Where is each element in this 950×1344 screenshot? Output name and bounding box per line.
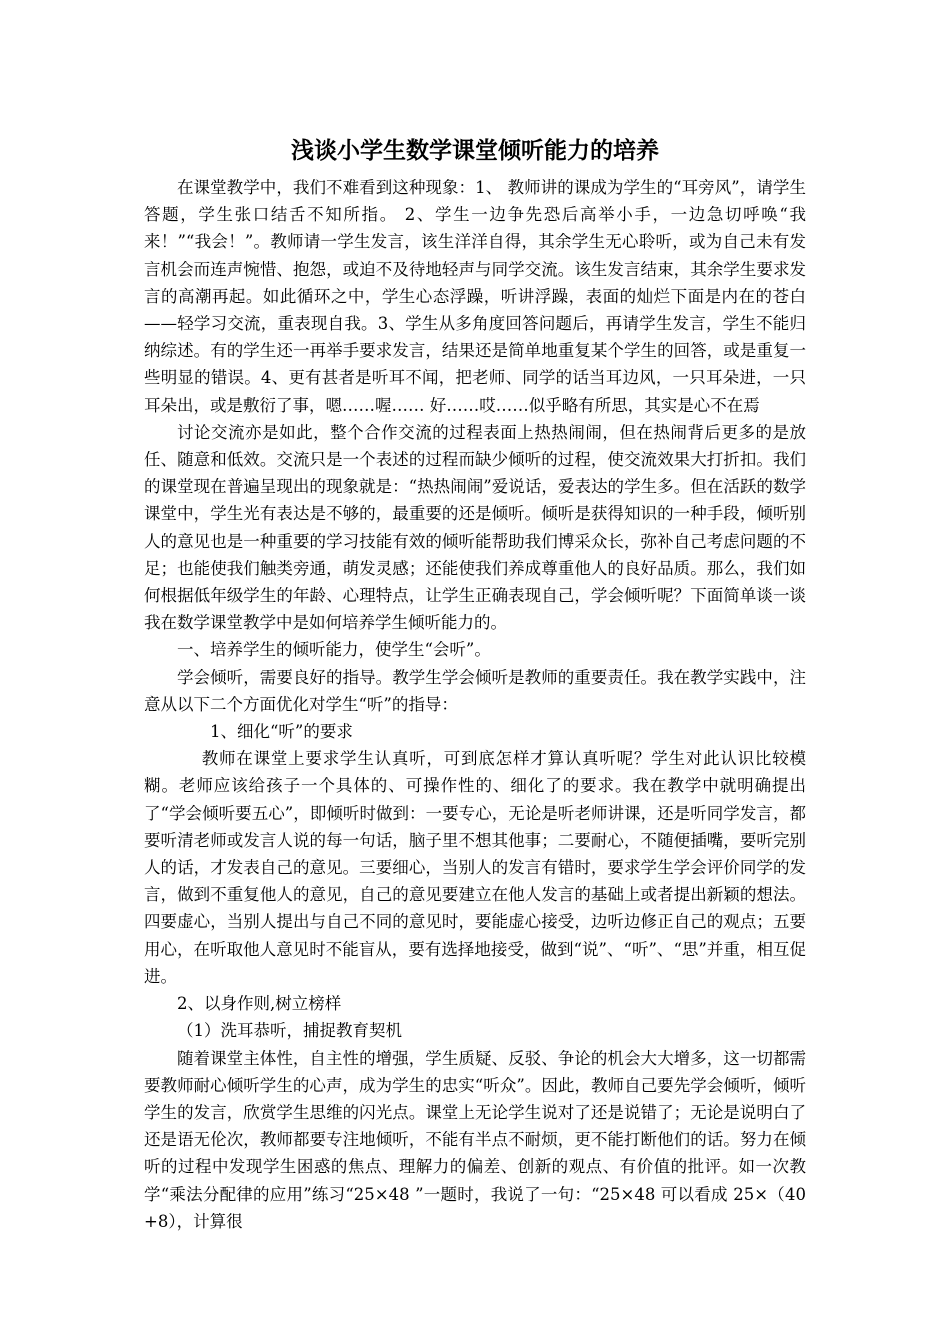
subheading-set-example: 2、以身作则,树立榜样 xyxy=(177,994,342,1014)
paragraph-discussion: 讨论交流亦是如此，整个合作交流的过程表面上热热闹闹，但在热闹背后更多的是放任、随意和低效。交流只是一个表述的过程而缺少倾听的过程，使交流效果大打折扣。我们的课堂现在普遍呈现出的现象就是：“热热闹闹”爱说话，爱表达的学生多。但在活跃的数学课堂中，学生光有表达是不够的，最重要的还是倾听。倾听是获得知识的一种手段，倾听别人的意见也是一种重要的学习技能有效的倾听能帮助我们博采众长，弥补自己考虑问题的不足；也能使我们触类旁通，萌发灵感；还能使我们养成尊重他人的良好品质。那么，我们如何根据低年级学生的年龄、心理特点，让学生正确表现自己，学会倾听呢？下面简单谈一谈我在数学课堂教学中是如何培养学生倾听能力的。 xyxy=(144,422,806,633)
paragraph-guidance: 学会倾听，需要良好的指导。教学生学会倾听是教师的重要责任。我在教学实践中，注意从以下二个方面优化对学生“听”的指导： xyxy=(144,667,806,714)
paragraph-intro-phenomena: 在课堂教学中，我们不难看到这种现象：1、 教师讲的课成为学生的“耳旁风”，请学生答题，学生张口结舌不知所指。 2、学生一边争先恐后高举小手，一边急切呼唤“我来！”“我会！”。教师请一学生发言，该生洋洋自得，其余学生无心聆听，或为自己未有发言机会而连声惋惜、抱怨，或迫不及待地轻声与同学交流。该生发言结束，其余学生要求发言的高潮再起。如此循环之中，学生心态浮躁，听讲浮躁，表面的灿烂下面是内在的苍白——轻学习交流，重表现自我。3、学生从多角度回答问题后，再请学生发言，学生不能归纳综述。有的学生还一再举手要求发言，结果还是简单地重复某个学生的回答，或是重复一些明显的错误。4、更有甚者是听耳不闻，把老师、同学的话当耳边风，一只耳朵进，一只耳朵出，或是敷衍了事，嗯……喔…… 好……哎……似乎略有所思，其实是心不在焉 xyxy=(144,178,806,415)
paragraph-teacher-listening: 随着课堂主体性，自主性的增强，学生质疑、反驳、争论的机会大大增多，这一切都需要教师耐心倾听学生的心声，成为学生的忠实“听众”。因此，教师自己要先学会倾听，倾听学生的发言，欣赏学生思维的闪光点。课堂上无论学生说对了还是说错了；无论是说明白了还是语无伦次，教师都要专注地倾听，不能有半点不耐烦，更不能打断他们的话。努力在倾听的过程中发现学生困惑的焦点、理解力的偏差、创新的观点、有价值的批评。如一次教学“乘法分配律的应用”练习“25×48 ”一题时，我说了一句：“25×48 可以看成 25×（40+8），计算很 xyxy=(144,1048,806,1231)
section-heading-1: 一、培养学生的倾听能力，使学生“会听”。 xyxy=(177,640,491,660)
subheading-refine-requirements: 1、细化“听”的要求 xyxy=(210,722,353,742)
document-title: 浅谈小学生数学课堂倾听能力的培养 xyxy=(291,138,659,164)
subheading-listen-attentively: （1）洗耳恭听，捕捉教育契机 xyxy=(177,1021,402,1041)
document-body xyxy=(144,174,806,1235)
paragraph-five-hearts: 教师在课堂上要求学生认真听，可到底怎样才算认真听呢？学生对此认识比较模糊。老师应该给孩子一个具体的、可操作性的、细化了的要求。我在教学中就明确提出了“学会倾听要五心”，即倾听时做到：一要专心，无论是听老师讲课，还是听同学发言，都要听清老师或发言人说的每一句话，脑子里不想其他事；二要耐心，不随便插嘴，要听完别人的话，才发表自己的意见。三要细心，当别人的发言有错时，要求学生学会评价同学的发言，做到不重复他人的意见，自己的意见要建立在他人发言的基础上或者提出新颖的想法。四要虚心，当别人提出与自己不同的意见时，要能虚心接受，边听边修正自己的观点；五要用心，在听取他人意见时不能盲从，要有选择地接受，做到“说”、“听”、“思”并重，相互促进。 xyxy=(144,749,806,986)
